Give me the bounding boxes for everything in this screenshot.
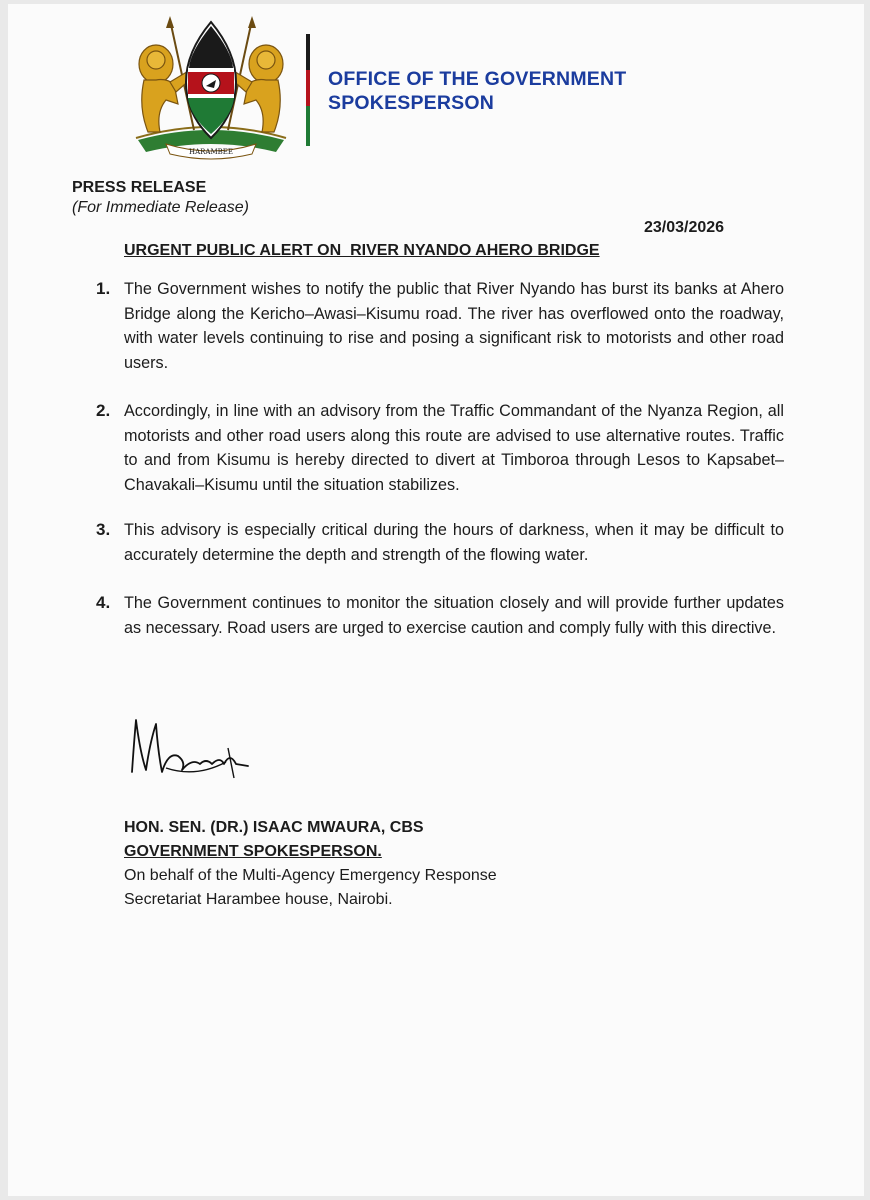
paragraph-text: This advisory is especially critical during the hours of darkness, when it may be difficult to accurately determine the depth and strength of the flowing water. — [124, 521, 784, 564]
paragraph-text: The Government continues to monitor the situation closely and will provide further updates as necessary. Road users are urged to exercise caution and comply fully with this directive. — [124, 594, 784, 637]
paragraph-1 — [96, 277, 784, 375]
signatory-block — [124, 816, 497, 912]
press-release-page — [8, 4, 864, 1196]
signatory-title: GOVERNMENT SPOKESPERSON. — [124, 843, 382, 860]
paragraph-number: 4. — [96, 593, 111, 612]
paragraph-text: The Government wishes to notify the public that River Nyando has burst its banks at Ahero Bridge along the Kericho–Awasi–Kisumu road. The river has overflowed onto the roadway, with water levels continuing to rise and posing a significant risk to motorists and other road users. — [124, 280, 784, 372]
office-title-line2: SPOKESPERSON — [328, 92, 495, 114]
paragraph-number: 2. — [96, 401, 111, 420]
signatory-line2: Secretariat Harambee house, Nairobi. — [124, 891, 393, 908]
office-title-line1: OFFICE OF THE GOVERNMENT — [328, 68, 627, 90]
release-type-block — [72, 178, 249, 218]
release-date: 23/03/2026 — [644, 219, 725, 236]
paragraph-number: 1. — [96, 279, 111, 298]
release-note: (For Immediate Release) — [72, 199, 249, 216]
handwritten-signature — [126, 712, 256, 792]
signatory-name: HON. SEN. (DR.) ISAAC MWAURA, CBS — [124, 819, 424, 836]
paragraph-2 — [96, 399, 784, 497]
paragraph-number: 3. — [96, 520, 111, 539]
signatory-line1: On behalf of the Multi-Agency Emergency Response — [124, 867, 497, 884]
release-headline: URGENT PUBLIC ALERT ON RIVER NYANDO AHERO BRIDGE — [124, 242, 600, 259]
flag-color-bar — [306, 34, 310, 146]
paragraph-3 — [96, 518, 784, 567]
paragraph-4 — [96, 591, 784, 640]
kenya-coat-of-arms-icon — [126, 12, 296, 160]
crest-motto: HARAMBEE — [188, 148, 234, 156]
paragraph-text: Accordingly, in line with an advisory from the Traffic Commandant of the Nyanza Region, all motorists and other road users along this route are advised to use alternative routes. Traffic to and from Kisumu is hereby directed to divert at Timboroa through Lesos to Kapsabet–Chavakali–Kisumu until the situation stabilizes. — [124, 402, 784, 494]
release-type: PRESS RELEASE — [72, 179, 207, 196]
office-title — [328, 67, 626, 115]
